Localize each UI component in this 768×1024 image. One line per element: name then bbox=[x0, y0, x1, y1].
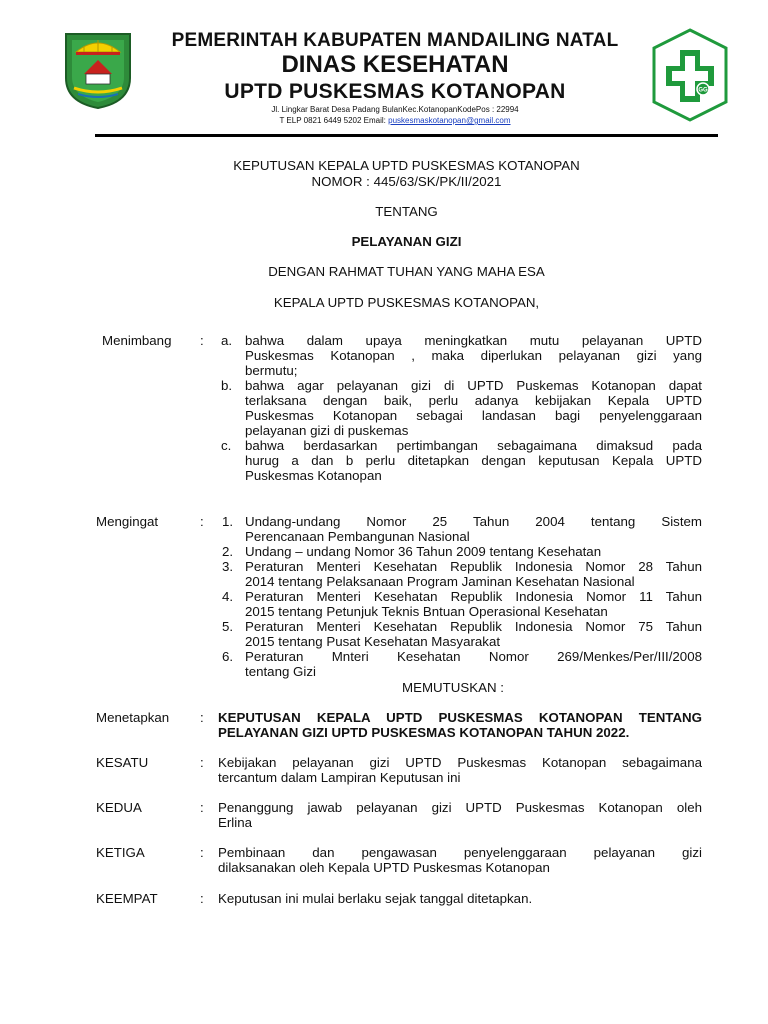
decree-subject: PELAYANAN GIZI bbox=[351, 234, 462, 249]
menimbang-line: terlaksana dengan baik, perlu adanya kebijakan Kepala UPTD bbox=[245, 393, 702, 408]
menimbang-line: bahwa agar pelayanan gizi di UPTD Puskemas Kotanopan dapat bbox=[245, 378, 702, 393]
mengingat-line: Undang – undang Nomor 36 Tahun 2009 tentang Kesehatan bbox=[245, 544, 602, 559]
mengingat-marker: 5. bbox=[222, 619, 234, 634]
mengingat-line: Peraturan Menteri Kesehatan Republik Indonesia Nomor 75 Tahun bbox=[245, 619, 702, 634]
decision-text: Kebijakan pelayanan gizi UPTD Puskesmas Kotanopan sebagaimana bbox=[218, 755, 702, 770]
menimbang-colon: : bbox=[200, 333, 204, 348]
decision-colon: : bbox=[200, 800, 204, 815]
decision-label: KETIGA bbox=[96, 845, 145, 860]
menimbang-line: Puskesmas Kotanopan , maka diperlukan pelayanan gizi yang bbox=[245, 348, 702, 363]
mengingat-marker: 1. bbox=[222, 514, 234, 529]
mengingat-colon: : bbox=[200, 514, 204, 529]
header-address: Jl. Lingkar Barat Desa Padang BulanKec.KotanopanKodePos : 22994 bbox=[271, 105, 519, 114]
mengingat-marker: 6. bbox=[222, 649, 234, 664]
mengingat-line: 2014 tentang Pelaksanaan Program Jaminan Kesehatan Nasional bbox=[245, 574, 635, 589]
tentang-heading: TENTANG bbox=[375, 204, 438, 219]
header-department: DINAS KESEHATAN bbox=[281, 51, 509, 78]
decision-text: PELAYANAN GIZI UPTD PUSKESMAS KOTANOPAN TAHUN 2022. bbox=[218, 725, 630, 740]
menimbang-marker: a. bbox=[221, 333, 233, 348]
menimbang-marker: b. bbox=[221, 378, 233, 393]
decree-number: NOMOR : 445/63/SK/PK/II/2021 bbox=[311, 174, 502, 189]
decision-text: KEPUTUSAN KEPALA UPTD PUSKESMAS KOTANOPAN TENTANG bbox=[218, 710, 702, 725]
decision-colon: : bbox=[200, 891, 204, 906]
decision-text: Keputusan ini mulai berlaku sejak tanggal ditetapkan. bbox=[218, 891, 533, 906]
header-phone: T ELP 0821 6449 5202 Email: bbox=[279, 116, 389, 125]
memutuskan-heading: MEMUTUSKAN : bbox=[402, 680, 504, 695]
decision-text: Pembinaan dan pengawasan penyelenggaraan pelayanan gizi bbox=[218, 845, 702, 860]
mengingat-line: tentang Gizi bbox=[245, 664, 316, 679]
decision-text: Erlina bbox=[218, 815, 252, 830]
rahmat-line: DENGAN RAHMAT TUHAN YANG MAHA ESA bbox=[268, 264, 545, 279]
email-link[interactable]: puskesmaskotanopan@gmail.com bbox=[388, 116, 511, 125]
menimbang-label: Menimbang bbox=[102, 333, 172, 348]
decision-colon: : bbox=[200, 710, 204, 725]
decision-label: KEDUA bbox=[96, 800, 142, 815]
mengingat-marker: 2. bbox=[222, 544, 234, 559]
mengingat-line: 2015 tentang Petunjuk Teknis Bntuan Operasional Kesehatan bbox=[245, 604, 608, 619]
menimbang-marker: c. bbox=[221, 438, 232, 453]
mengingat-marker: 3. bbox=[222, 559, 234, 574]
mengingat-line: Perencanaan Pembangunan Nasional bbox=[245, 529, 470, 544]
mengingat-label: Mengingat bbox=[96, 514, 159, 529]
header-government: PEMERINTAH KABUPATEN MANDAILING NATAL bbox=[171, 30, 619, 51]
menimbang-line: bermutu; bbox=[245, 363, 298, 378]
header-divider bbox=[95, 134, 718, 137]
puskesmas-logo-icon bbox=[652, 28, 728, 122]
menimbang-line: pelayanan gizi di puskemas bbox=[245, 423, 409, 438]
decree-title: KEPUTUSAN KEPALA UPTD PUSKESMAS KOTANOPAN bbox=[233, 158, 580, 173]
decision-label: Menetapkan bbox=[96, 710, 170, 725]
menimbang-line: Puskesmas Kotanopan bbox=[245, 468, 382, 483]
svg-text:GG: GG bbox=[698, 87, 708, 94]
menimbang-line: Puskesmas Kotanopan sebagai landasan bagi penyelenggaraan bbox=[245, 408, 702, 423]
header-puskesmas: UPTD PUSKESMAS KOTANOPAN bbox=[224, 80, 566, 103]
mengingat-line: Peraturan Menteri Kesehatan Republik Indonesia Nomor 28 Tahun bbox=[245, 559, 702, 574]
menimbang-line: hurug a dan b perlu ditetapkan dengan keputusan Kepala UPTD bbox=[245, 453, 702, 468]
header-contact bbox=[140, 116, 650, 125]
mengingat-line: Peraturan Mnteri Kesehatan Nomor 269/Menkes/Per/III/2008 bbox=[245, 649, 702, 664]
kepala-line: KEPALA UPTD PUSKESMAS KOTANOPAN, bbox=[273, 295, 540, 310]
decision-colon: : bbox=[200, 755, 204, 770]
menimbang-line: bahwa berdasarkan pertimbangan sebagaimana dimaksud pada bbox=[245, 438, 702, 453]
decision-text: tercantum dalam Lampiran Keputusan ini bbox=[218, 770, 461, 785]
decision-colon: : bbox=[200, 845, 204, 860]
decision-text: Penanggung jawab pelayanan gizi UPTD Puskesmas Kotanopan oleh bbox=[218, 800, 702, 815]
mengingat-line: Undang-undang Nomor 25 Tahun 2004 tentang Sistem bbox=[245, 514, 702, 529]
menimbang-line: bahwa dalam upaya meningkatkan mutu pelayanan UPTD bbox=[245, 333, 702, 348]
decision-text: dilaksanakan oleh Kepala UPTD Puskesmas Kotanopan bbox=[218, 860, 550, 875]
kabupaten-crest-icon bbox=[62, 30, 134, 110]
decision-label: KEEMPAT bbox=[96, 891, 158, 906]
mengingat-line: 2015 tentang Pusat Kesehatan Masyarakat bbox=[245, 634, 501, 649]
decision-label: KESATU bbox=[96, 755, 149, 770]
mengingat-marker: 4. bbox=[222, 589, 234, 604]
mengingat-line: Peraturan Menteri Kesehatan Republik Indonesia Nomor 11 Tahun bbox=[245, 589, 702, 604]
